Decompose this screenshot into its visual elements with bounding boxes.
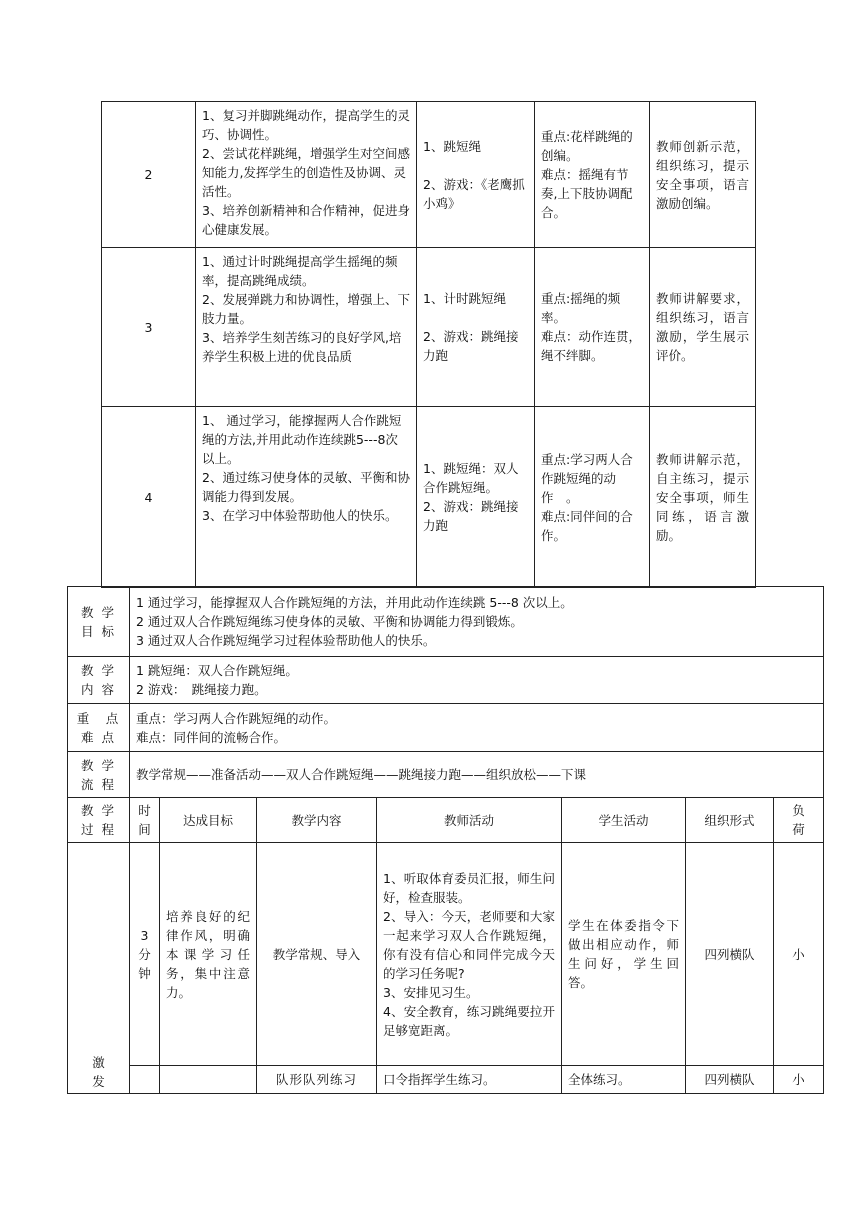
content-cell — [130, 657, 824, 704]
header-target: 达成目标 — [160, 798, 257, 843]
lesson-key-points: 重点:花样跳绳的 创编。 难点：摇绳有节奏,上下肢协调配合。 — [535, 102, 650, 248]
lesson-number: 2 — [102, 102, 196, 248]
target-cell: 培养良好的纪律作风，明确本课学习任务，集中注意力。 — [160, 843, 257, 1066]
process-row — [68, 1066, 824, 1094]
lesson-method: 教师创新示范，组织练习，提示安全事项，语言激励创编。 — [650, 102, 756, 248]
process-label: 教 学 过 程 — [68, 798, 130, 843]
lesson-schedule-table — [101, 101, 756, 588]
header-teacher: 教师活动 — [377, 798, 562, 843]
lesson-number: 3 — [102, 248, 196, 407]
header-load: 负 荷 — [774, 798, 824, 843]
goal-item: 3 通过双人合作跳短绳学习过程体验帮助他人的快乐。 — [136, 633, 436, 648]
lesson-content: 1、跳短绳 2、游戏：《老鹰抓小鸡》 — [417, 102, 535, 248]
header-time: 时 间 — [130, 798, 160, 843]
time-cell-empty — [130, 1066, 160, 1094]
lesson-plan-table — [67, 586, 824, 1094]
teacher-activity-cell: 口令指挥学生练习。 — [377, 1066, 562, 1094]
lesson-row — [102, 102, 756, 248]
process-header-row — [68, 798, 824, 843]
time-cell: 3 分 钟 — [130, 843, 160, 1066]
goal-item: 2 通过双人合作跳短绳练习使身体的灵敏、平衡和协调能力得到锻炼。 — [136, 614, 523, 629]
teacher-activity-cell: 1、听取体育委员汇报，师生问好，检查服装。 2、导入：今天，老师要和大家一起来学习双人合作跳短绳，你有没有信心和同伴完成今天的学习任务呢? 3、安排见习生。 4、安全教育，练习跳绳要拉开足够宽距离。 — [377, 843, 562, 1066]
lesson-method: 教师讲解示范，自主练习，提示安全事项，师生同练，语言激励。 — [650, 407, 756, 588]
lesson-method: 教师讲解要求，组织练习，语言激励，学生展示评价。 — [650, 248, 756, 407]
lesson-row — [102, 407, 756, 588]
key-points-label: 重 点 难 点 — [68, 704, 130, 752]
student-activity-cell: 全体练习。 — [562, 1066, 686, 1094]
key-points-row — [68, 704, 824, 752]
stage-label: 激 发 — [68, 843, 130, 1094]
content-item: 2 游戏： 跳绳接力跑。 — [136, 682, 267, 697]
goals-label: 教 学 目 标 — [68, 587, 130, 657]
lesson-row — [102, 248, 756, 407]
content-cell: 队形队列练习 — [257, 1066, 377, 1094]
key-point: 重点：学习两人合作跳短绳的动作。 — [136, 710, 337, 726]
process-row — [68, 843, 824, 1066]
key-points-cell — [130, 704, 824, 752]
lesson-key-points: 重点:摇绳的频率。 难点：动作连贯，绳不绊脚。 — [535, 248, 650, 407]
header-content: 教学内容 — [257, 798, 377, 843]
content-row — [68, 657, 824, 704]
lesson-content: 1、跳短绳：双人合作跳短绳。 2、游戏：跳绳接力跑 — [417, 407, 535, 588]
content-item: 1 跳短绳：双人合作跳短绳。 — [136, 663, 298, 678]
flow-label: 教 学 流 程 — [68, 752, 130, 798]
content-cell: 教学常规、导入 — [257, 843, 377, 1066]
form-cell: 四列横队 — [686, 843, 774, 1066]
content-label: 教 学 内 容 — [68, 657, 130, 704]
lesson-key-points: 重点:学习两人合作跳短绳的动 作 。 难点:同伴间的合作。 — [535, 407, 650, 588]
goals-cell — [130, 587, 824, 657]
form-cell: 四列横队 — [686, 1066, 774, 1094]
goal-item: 1 通过学习，能撑握双人合作跳短绳的方法，并用此动作连续跳 5---8 次以上。 — [136, 595, 573, 610]
lesson-content: 1、计时跳短绳 2、游戏：跳绳接力跑 — [417, 248, 535, 407]
lesson-goals: 1、复习并脚跳绳动作，提高学生的灵巧、协调性。 2、尝试花样跳绳，增强学生对空间感知能力,发挥学生的创造性及协调、灵活性。 3、培养创新精神和合作精神，促进身心健康发展。 — [196, 102, 417, 248]
lesson-goals: 1、通过计时跳绳提高学生摇绳的频率，提高跳绳成绩。 2、发展弹跳力和协调性，增强上、下肢力量。 3、培养学生刻苦练习的良好学风,培养学生积极上进的优良品质 — [196, 248, 417, 407]
lesson-number: 4 — [102, 407, 196, 588]
flow-cell: 教学常规——准备活动——双人合作跳短绳——跳绳接力跑——组织放松——下课 — [130, 752, 824, 798]
goals-row — [68, 587, 824, 657]
header-student: 学生活动 — [562, 798, 686, 843]
student-activity-cell: 学生在体委指令下做出相应动作，师生问好，学生回答。 — [562, 843, 686, 1066]
load-cell: 小 — [774, 1066, 824, 1094]
lesson-goals: 1、 通过学习，能撑握两人合作跳短绳的方法,并用此动作连续跳5---8次以上。 2、通过练习使身体的灵敏、平衡和协调能力得到发展。 3、在学习中体验帮助他人的快乐。 — [196, 407, 417, 588]
header-form: 组织形式 — [686, 798, 774, 843]
flow-row — [68, 752, 824, 798]
load-cell: 小 — [774, 843, 824, 1066]
target-cell-empty — [160, 1066, 257, 1094]
key-point: 难点：同伴间的流畅合作。 — [136, 729, 287, 745]
